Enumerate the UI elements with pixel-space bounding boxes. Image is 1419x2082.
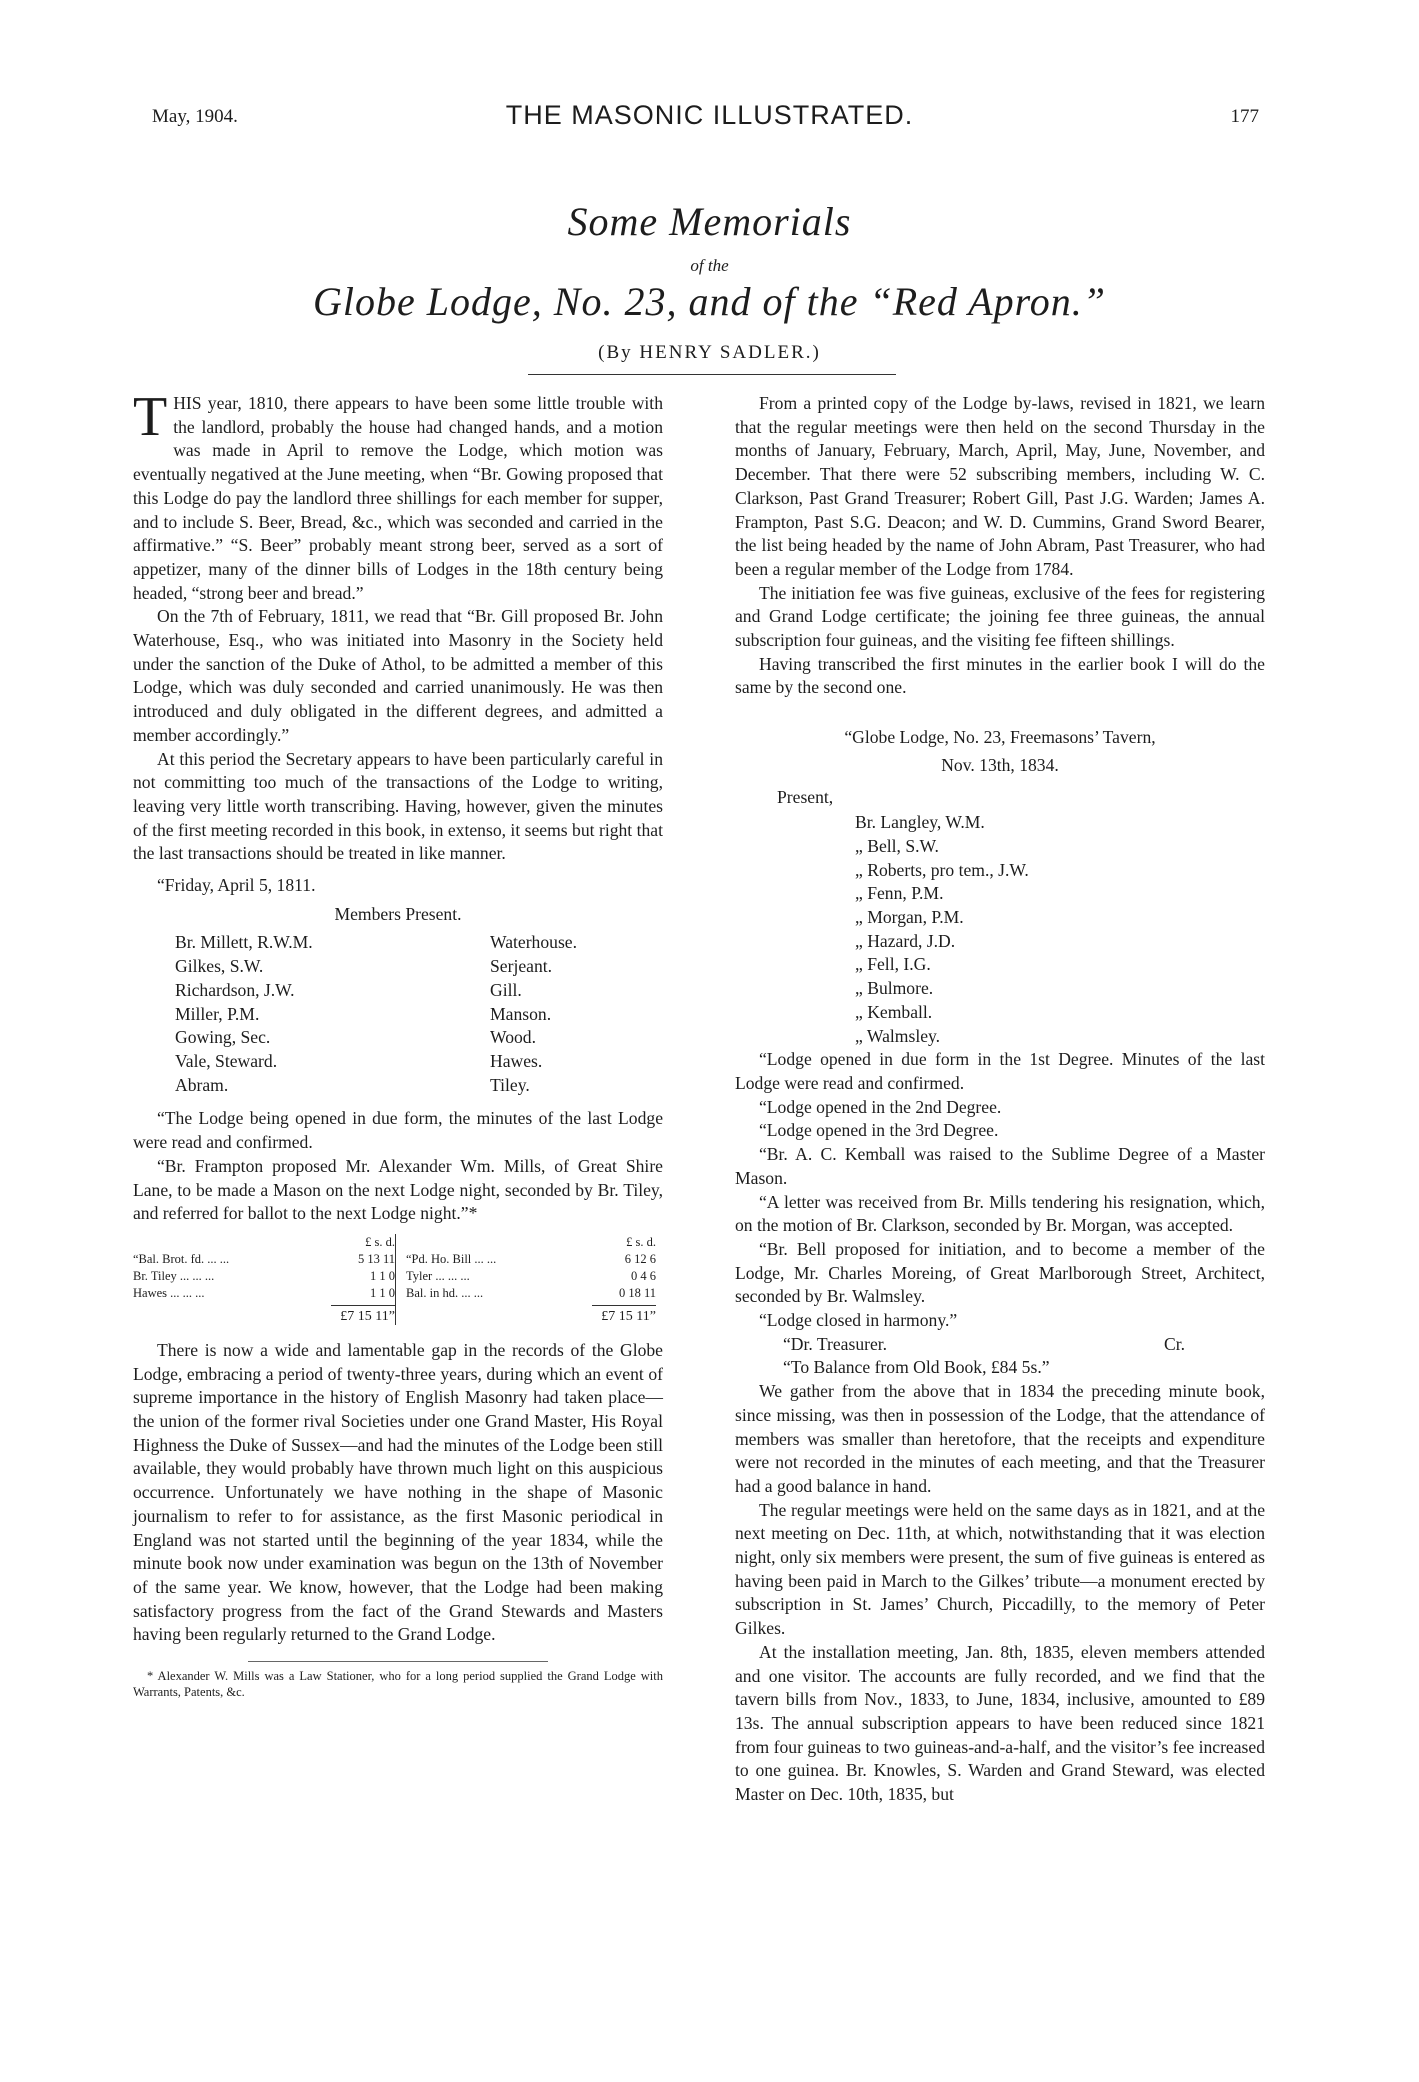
list-item: Abram. [175, 1074, 229, 1095]
paragraph: At the installation meeting, Jan. 8th, 1835, eleven members attended and one visitor. The accounts are fully recorded, and we find that the tavern bills from Nov., 1833, to June, 1834, inclusive, amounted to £89 13s. The annual subscription appears to have been reduced since 1821 from four guineas to two guineas-and-a-half, and the visitor’s fee increased to one guinea. Br. Knowles, S. Warden and Grand Steward, was elected Master on Dec. 10th, 1835, but [735, 1641, 1265, 1805]
list-item: Manson. [490, 1003, 552, 1024]
page-number: 177 [1230, 106, 1259, 127]
account-credit [395, 1234, 656, 1325]
present-label: Present, [777, 786, 834, 807]
list-item: Br. Langley, W.M. [855, 812, 985, 833]
present-list [735, 811, 1265, 1048]
running-header [0, 100, 1419, 130]
list-item: „ Roberts, pro tem., J.W. [855, 859, 1029, 880]
left-column [133, 386, 663, 1700]
members-left-list [175, 931, 490, 1097]
list-item: Hawes. [490, 1050, 543, 1071]
list-item: Wood. [490, 1027, 536, 1048]
table-row: “Pd. Ho. Bill ... ... 6 12 6 [406, 1251, 656, 1266]
minute-heading: “Globe Lodge, No. 23, Freemasons’ Tavern, [844, 727, 1156, 748]
paragraph: “A letter was received from Br. Mills tendering his resignation, which, on the motion of Br. Clarkson, seconded by Br. Morgan, was accepted. [735, 1191, 1265, 1236]
table-row: Hawes ... ... ... 1 1 0 [133, 1285, 395, 1300]
account-total: £7 15 11” [592, 1305, 656, 1325]
paragraph: “Br. A. C. Kemball was raised to the Sublime Degree of a Master Mason. [735, 1144, 1265, 1188]
list-item: Vale, Steward. [175, 1050, 278, 1071]
members-right-list [490, 931, 690, 1097]
paragraph: “The Lodge being opened in due form, the minutes of the last Lodge were read and confirmed. [133, 1108, 663, 1153]
journal-title: THE MASONIC ILLUSTRATED. [505, 100, 914, 130]
footnote: * Alexander W. Mills was a Law Stationer, who for a long period supplied the Grand Lodge with Warrants, Patents, &c. [133, 1669, 663, 1700]
paragraph: On the 7th of February, 1811, we read that “Br. Gill proposed Br. John Waterhouse, Esq., who was initiated into Masonry in the Society held under the sanction of the Duke of Athol, to be admitted a member of this Lodge, which was duly seconded and carried unanimously. He was then introduced and duly obligated in the different degrees, and admitted a member accordingly.” [133, 606, 663, 745]
members-heading: Members Present. [334, 903, 462, 924]
account-table [133, 1234, 663, 1325]
paragraph: “Br. Bell proposed for initiation, and to become a member of the Lodge, Mr. Charles Moreing, of Great Marlborough Street, Architect, seconded by Br. Walmsley. [735, 1238, 1265, 1307]
list-item: Tiley. [490, 1074, 530, 1095]
table-row: Bal. in hd. ... ... 0 18 11 [406, 1285, 656, 1300]
table-row: Tyler ... ... ... 0 4 6 [406, 1268, 656, 1283]
right-column [735, 392, 1265, 1807]
footnote-rule [248, 1661, 548, 1662]
paragraph: At this period the Secretary appears to have been particularly careful in not committing too much of the transactions of the Lodge to writing, leaving very little worth transcribing. Having, however, given the minutes of the first meeting recorded in this book, in extenso, it seems but right that the last transactions should be treated in like manner. [133, 748, 663, 864]
list-item: Serjeant. [490, 956, 553, 977]
list-item: „ Fell, I.G. [855, 954, 931, 975]
article-title-line2: Globe Lodge, No. 23, and of the “Red Apron.” [313, 279, 1106, 324]
article-title-line1: Some Memorials [567, 199, 852, 244]
list-item: Miller, P.M. [175, 1003, 260, 1024]
minute-heading-date: Nov. 13th, 1834. [941, 754, 1059, 775]
paragraph: “Lodge opened in due form in the 1st Degree. Minutes of the last Lodge were read and confirmed. [735, 1049, 1265, 1093]
paragraph: Having transcribed the first minutes in the earlier book I will do the same by the second one. [735, 653, 1265, 698]
list-item: „ Walmsley. [855, 1025, 941, 1046]
paragraph: The regular meetings were held on the same days as in 1821, and at the next meeting on Dec. 11th, at which, notwithstanding that it was election night, only six members were present, the sum of five guineas is entered as having been paid in March to the Gilkes’ tribute—a monument erected by subscription in St. James’ Church, Piccadilly, to the memory of Peter Gilkes. [735, 1499, 1265, 1639]
title-rule [528, 374, 896, 375]
list-item: Gill. [490, 979, 522, 1000]
list-item: „ Morgan, P.M. [855, 907, 964, 928]
list-item: Gowing, Sec. [175, 1027, 271, 1048]
members-table [175, 931, 663, 1097]
paragraph: There is now a wide and lamentable gap in the records of the Globe Lodge, embracing a period of twenty-three years, during which an event of supreme importance in the history of English Masonry had taken place—the union of the former rival Societies under one Grand Master, His Royal Highness the Duke of Sussex—and had the minutes of the Lodge been still available, they would probably have thrown much light on this auspicious occurrence. Unfortunately we have nothing in the shape of Masonic journalism to refer to for assistance, as the first Masonic periodical in England was not started until the beginning of the year 1834, while the minute book now under examination was begun on the 13th of November of the same year. We know, however, that the Lodge had been making satisfactory progress from the fact of the Grand Stewards and Masters having been regularly returned to the Grand Lodge. [133, 1339, 663, 1645]
paragraph: The initiation fee was five guineas, exclusive of the fees for registering and Grand Lodge certificate; the joining fee three guineas, the annual subscription four guineas, and the visiting fee fifteen shillings. [735, 582, 1265, 651]
currency-head: £ s. d. [626, 1234, 656, 1249]
account-total: £7 15 11” [331, 1305, 395, 1325]
list-item: „ Bell, S.W. [855, 835, 939, 856]
list-item: Br. Millett, R.W.M. [175, 932, 313, 953]
byline: (By HENRY SADLER.) [598, 342, 821, 363]
list-item: „ Hazard, J.D. [855, 930, 956, 951]
paragraph: THIS year, 1810, there appears to have been some little trouble with the landlord, probably the house had changed hands, and a motion was made in April to remove the Lodge, which motion was eventually negatived at the June meeting, when “Br. Gowing proposed that this Lodge do pay the landlord three shillings for each member for supper, and to include S. Beer, Bread, &c., which was seconded and carried in the affirmative.” “S. Beer” probably meant strong beer, served as a sort of appetizer, many of the dinner bills of Lodges in the 18th century being headed, “strong beer and bread.” [133, 386, 663, 603]
drop-cap: T [133, 386, 168, 448]
paragraph: “Lodge opened in the 3rd Degree. [759, 1120, 999, 1141]
list-item: „ Kemball. [855, 1001, 933, 1022]
article-title-of-the: of the [690, 256, 729, 275]
minute-date: “Friday, April 5, 1811. [157, 875, 316, 896]
paragraph: “Lodge opened in the 2nd Degree. [759, 1096, 1002, 1117]
paragraph: We gather from the above that in 1834 the preceding minute book, since missing, was then in possession of the Lodge, that the attendance of members was smaller than heretofore, that the receipts and expenditure were not recorded in the minutes of each meeting, and that the Treasurer had a good balance in hand. [735, 1381, 1265, 1496]
table-row: Br. Tiley ... ... ... 1 1 0 [133, 1268, 395, 1283]
treasurer-line: “Dr. Treasurer. Cr. [783, 1333, 1185, 1354]
paragraph: “Br. Frampton proposed Mr. Alexander Wm. Mills, of Great Shire Lane, to be made a Mason on the next Lodge night, seconded by Br. Tiley, and referred for ballot to the next Lodge night.”* [133, 1155, 663, 1224]
paragraph: “Lodge closed in harmony.” [759, 1310, 958, 1331]
issue-date: May, 1904. [152, 106, 238, 127]
list-item: „ Bulmore. [855, 978, 934, 999]
list-item: Waterhouse. [490, 932, 578, 953]
list-item: „ Fenn, P.M. [855, 883, 944, 904]
account-debit [133, 1234, 395, 1325]
currency-head: £ s. d. [365, 1234, 395, 1249]
table-row: “Bal. Brot. fd. ... ... 5 13 11 [133, 1251, 395, 1266]
paragraph: “To Balance from Old Book, £84 5s.” [783, 1357, 1050, 1378]
list-item: Richardson, J.W. [175, 979, 295, 1000]
list-item: Gilkes, S.W. [175, 956, 264, 977]
paragraph: From a printed copy of the Lodge by-laws, revised in 1821, we learn that the regular meetings were then held on the second Thursday in the months of January, February, March, April, May, June, November, and December. That there were 52 subscribing members, including W. C. Clarkson, Past Grand Treasurer; Robert Gill, Past J.G. Warden; James A. Frampton, Past S.G. Deacon; and W. D. Cummins, Grand Sword Bearer, the list being headed by the name of John Abram, Past Treasurer, who had been a regular member of the Lodge from 1784. [735, 393, 1265, 579]
